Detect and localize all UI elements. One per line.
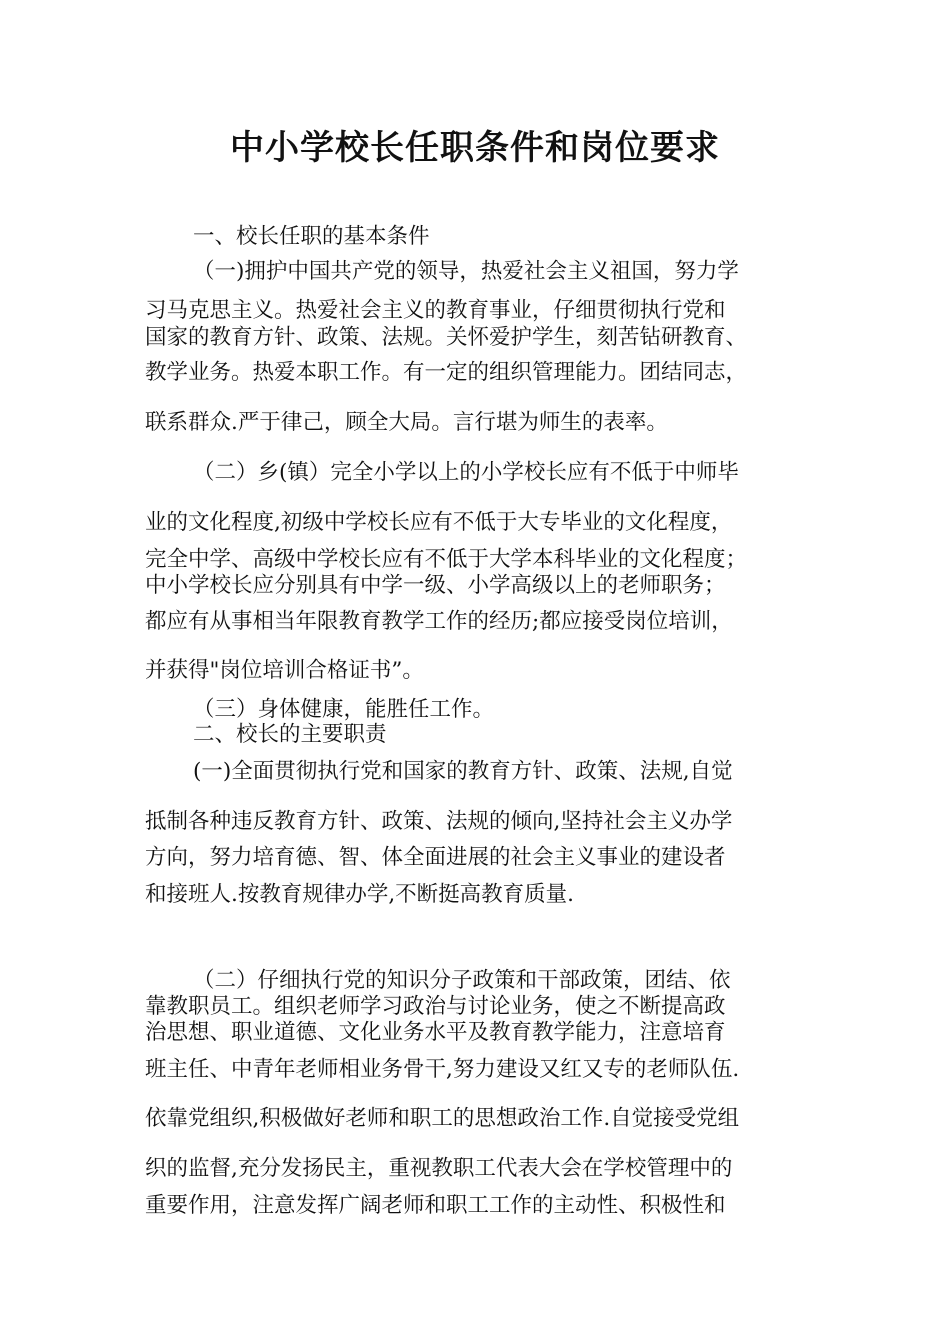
paragraph-line: （一)拥护中国共产党的领导，热爱社会主义祖国，努力学	[193, 259, 739, 284]
section-heading-1: 一、校长任职的基本条件	[193, 224, 430, 249]
paragraph-line: 完全中学、高级中学校长应有不低于大学本科毕业的文化程度；	[145, 547, 748, 572]
paragraph-line: 和接班人.按教育规律办学,不断挺高教育质量.	[145, 882, 575, 907]
paragraph-line: 班主任、中青年老师相业务骨干,努力建设又红又专的老师队伍.	[145, 1057, 740, 1082]
paragraph-line: 重要作用，注意发挥广阔老师和职工工作的主动性、积极性和	[145, 1193, 726, 1218]
paragraph-line: 教学业务。热爱本职工作。有一定的组织管理能力。团结同志，	[145, 360, 748, 385]
paragraph-line: （三）身体健康，能胜任工作。	[193, 697, 495, 722]
paragraph-line: 中小学校长应分别具有中学一级、小学高级以上的老师职务；	[145, 573, 726, 598]
paragraph-line: 国家的教育方针、政策、法规。关怀爱护学生，刻苦钻研教育、	[145, 325, 748, 350]
paragraph-line: 业的文化程度,初级中学校长应有不低于大专毕业的文化程度，	[145, 510, 733, 535]
paragraph-line: 织的监督,充分发扬民主，重视教职工代表大会在学校管理中的	[145, 1156, 733, 1181]
paragraph-line: 并获得"岗位培训合格证书”。	[145, 658, 424, 683]
paragraph-line: 抵制各种违反教育方针、政策、法规的倾向,坚持社会主义办学	[145, 809, 733, 834]
paragraph-line: （二）仔细执行党的知识分子政策和干部政策，团结、依	[193, 968, 731, 993]
paragraph-line: 治思想、职业道德、文化业务水平及教育教学能力，注意培育	[145, 1020, 726, 1045]
paragraph-line: 方向，努力培育德、智、体全面进展的社会主义事业的建设者	[145, 845, 726, 870]
paragraph-line: 联系群众.严于律己，顾全大局。言行堪为师生的表率。	[145, 410, 668, 435]
paragraph-line: 靠教职员工。组织老师学习政治与讨论业务，使之不断提高政	[145, 994, 726, 1019]
paragraph-line: （二）乡(镇）完全小学以上的小学校长应有不低于中师毕	[193, 460, 739, 485]
paragraph-line: 都应有从事相当年限教育教学工作的经历;都应接受岗位培训，	[145, 609, 733, 634]
document-title: 中小学校长任职条件和岗位要求	[230, 128, 720, 168]
paragraph-line: 习马克思主义。热爱社会主义的教育事业，仔细贯彻执行党和	[145, 298, 726, 323]
paragraph-line: (一)全面贯彻执行党和国家的教育方针、政策、法规,自觉	[193, 759, 733, 784]
paragraph-line: 依靠党组织,积极做好老师和职工的思想政治工作.自觉接受党组	[145, 1106, 740, 1131]
section-heading-2: 二、校长的主要职责	[193, 722, 387, 747]
